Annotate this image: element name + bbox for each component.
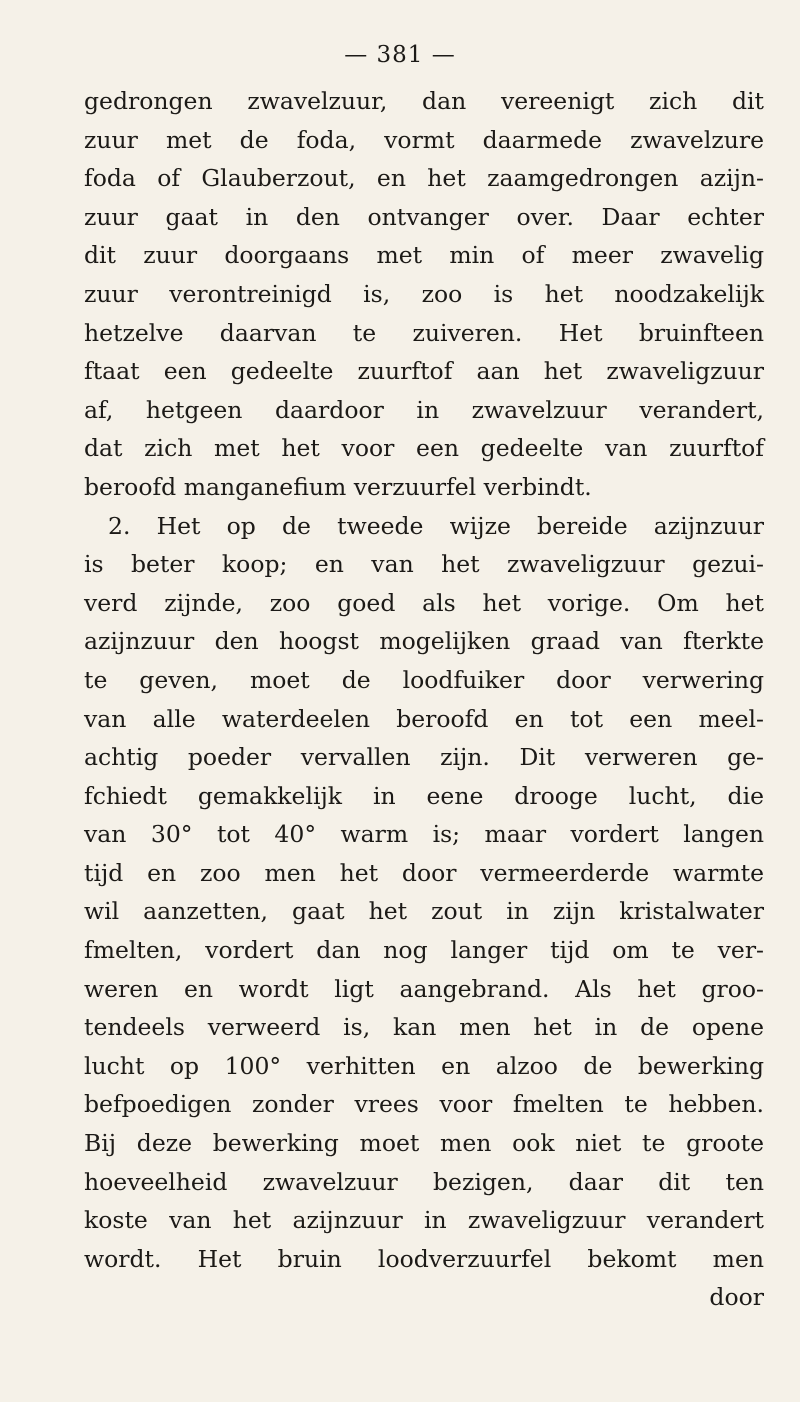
text-line-2: zuur met de foda, vormt daarmede zwavelzure bbox=[84, 125, 764, 154]
catchword: door bbox=[709, 1283, 764, 1312]
text-line-11: beroofd manganefium verzuurfel verbindt. bbox=[84, 472, 592, 501]
text-line-10: dat zich met het voor een gedeelte van zuurftof bbox=[84, 434, 764, 463]
text-line-15: azijnzuur den hoogst mogelijken graad van fterkte bbox=[84, 627, 764, 656]
text-line-31: wordt. Het bruin loodverzuurfel bekomt men bbox=[84, 1244, 764, 1273]
text-line-23: fmelten, vordert dan nog langer tijd om te ver- bbox=[84, 936, 764, 965]
text-line-18: achtig poeder vervallen zijn. Dit verweren ge- bbox=[84, 743, 764, 772]
body-text bbox=[84, 82, 764, 1317]
text-line-1: gedrongen zwavelzuur, dan vereenigt zich dit bbox=[84, 87, 764, 115]
text-line-26: lucht op 100° verhitten en alzoo de bewerking bbox=[84, 1051, 764, 1080]
text-line-28: Bij deze bewerking moet men ook niet te groote bbox=[84, 1129, 764, 1158]
page-number-header: — 381 — bbox=[344, 42, 456, 68]
text-line-9: af, hetgeen daardoor in zwavelzuur verandert, bbox=[84, 395, 764, 424]
text-line-6: zuur verontreinigd is, zoo is het noodzakelijk bbox=[84, 279, 764, 308]
text-line-14: verd zijnde, zoo goed als het vorige. Om het bbox=[84, 588, 764, 617]
text-line-24: weren en wordt ligt aangebrand. Als het groo- bbox=[84, 974, 764, 1003]
text-line-21: tijd en zoo men het door vermeerderde warmte bbox=[84, 858, 764, 887]
text-line-19: fchiedt gemakkelijk in eene drooge lucht, die bbox=[84, 781, 764, 810]
text-line-12: 2. Het op de tweede wijze bereide azijnzuur bbox=[108, 511, 764, 540]
text-line-30: koste van het azijnzuur in zwaveligzuur verandert bbox=[84, 1206, 764, 1235]
text-line-27: befpoedigen zonder vrees voor fmelten te hebben. bbox=[84, 1090, 764, 1119]
text-line-25: tendeels verweerd is, kan men het in de opene bbox=[84, 1013, 764, 1042]
text-line-13: is beter koop; en van het zwaveligzuur gezui- bbox=[84, 550, 764, 579]
text-line-4: zuur gaat in den ontvanger over. Daar echter bbox=[84, 202, 764, 231]
text-line-17: van alle waterdeelen beroofd en tot een meel- bbox=[84, 704, 764, 733]
text-line-20: van 30° tot 40° warm is; maar vordert langen bbox=[84, 820, 764, 849]
text-line-22: wil aanzetten, gaat het zout in zijn kristalwater bbox=[84, 897, 764, 926]
text-line-3: foda of Glauberzout, en het zaamgedrongen azijn- bbox=[84, 164, 764, 193]
text-line-16: te geven, moet de loodfuiker door verwering bbox=[84, 665, 764, 694]
text-line-5: dit zuur doorgaans met min of meer zwavelig bbox=[84, 241, 764, 270]
text-line-7: hetzelve daarvan te zuiveren. Het bruinfteen bbox=[84, 318, 764, 347]
text-line-8: ftaat een gedeelte zuurftof aan het zwaveligzuur bbox=[84, 357, 764, 386]
text-line-29: hoeveelheid zwavelzuur bezigen, daar dit ten bbox=[84, 1167, 764, 1196]
